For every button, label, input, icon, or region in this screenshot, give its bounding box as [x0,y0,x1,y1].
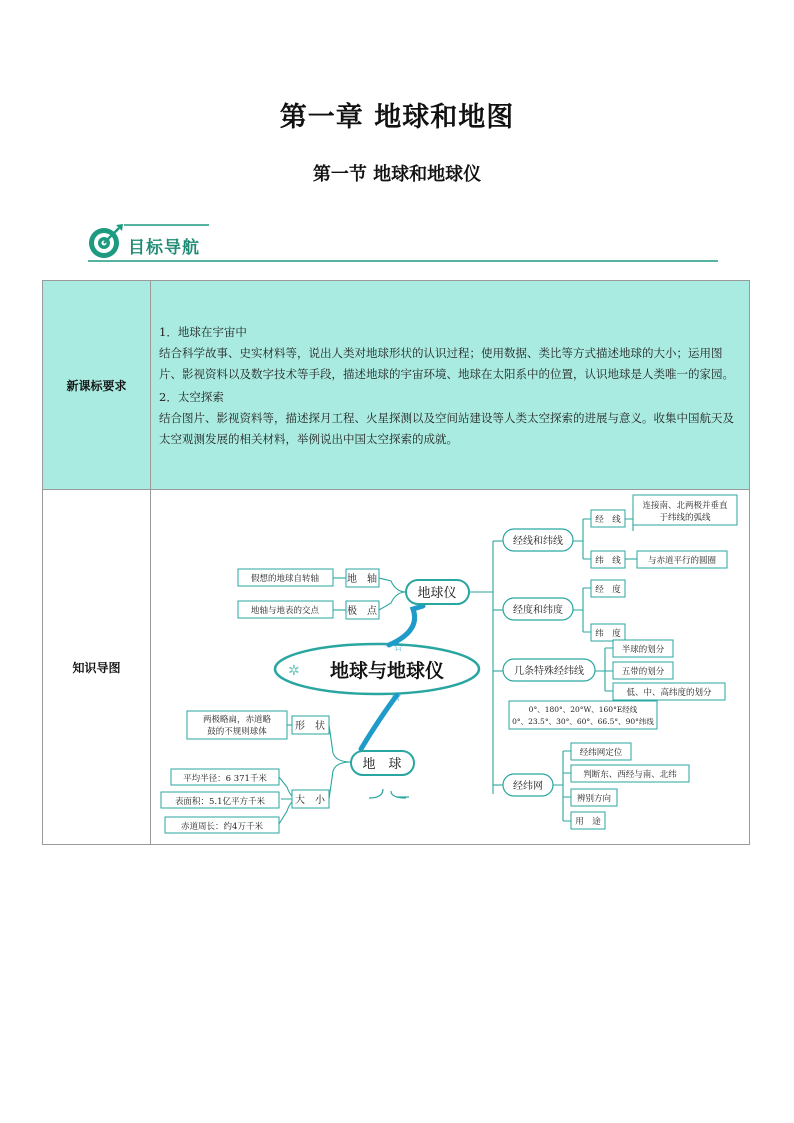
meridian-desc-1: 连接南、北两极并垂直 [642,501,728,511]
special-lines-2: 0°、23.5°、30°、60°、66.5°、90°纬线 [512,717,654,726]
parallel-label: 纬 线 [595,556,621,566]
zones-label: 五带的划分 [621,667,665,677]
special-lines-1: 0°、180°、20°W、160°E经线 [528,705,638,714]
item1-heading: 1．地球在宇宙中 [159,325,247,339]
knowledge-mind-map [151,491,749,843]
use-label: 用 途 [575,817,601,827]
judge-label: 判断东、西经与南、北纬 [583,770,677,780]
longitude-label: 经 度 [595,585,621,595]
lat-levels-label: 低、中、高纬度的划分 [626,688,712,698]
item2-heading: 2．太空探索 [159,390,224,404]
center-label: 地球与地球仪 [329,660,445,682]
size-label: 大 小 [295,795,325,806]
meridian-label: 经 线 [595,515,621,525]
shape-label: 形 状 [295,721,325,732]
pole-label: 极 点 [347,606,377,617]
requirements-table [42,280,750,845]
curriculum-content [151,281,750,490]
item1-text: 结合科学故事、史实材料等，说出人类对地球形状的认识过程；使用数据、类比等方式描述地球的大小；运用图片、影视资料以及数字技术等手段，描述地球的宇宙环境、地球在太阳系中的位置，认识地球是人类唯一的家园。 [159,346,734,381]
sparkle-icon: ✲ [288,663,300,679]
knowledge-map-row [43,490,750,845]
knowledge-map-cell [151,490,750,845]
meridian-desc-2: 于纬线的弧线 [659,513,711,523]
latitude-label: 纬 度 [595,629,621,639]
shape-desc-1: 两极略扁，赤道略 [202,715,272,725]
section-title: 第一节 地球和地球仪 [312,164,482,185]
parallel-desc: 与赤道平行的圆圈 [647,556,717,566]
area-label: 表面积：5.1亿平方千米 [174,797,266,807]
knowledge-map-label: 知识导图 [43,490,151,845]
axis-label: 地 轴 [347,574,377,585]
target-icon [89,224,123,258]
earth-label: 地 球 [362,757,402,772]
banner-label: 目标导航 [128,238,200,258]
lonlat-label: 经度和纬度 [513,605,563,616]
curriculum-row [43,281,750,490]
pole-desc: 地轴与地表的交点 [250,606,320,616]
item2-text: 结合图片、影视资料等，描述探月工程、火星探测以及空间站建设等人类太空探索的进展与意义。收集中国航天及太空观测发展的相关材料，举例说出中国太空探索的成就。 [159,411,734,446]
grid-net-label: 经纬网 [513,781,543,792]
shape-desc-2: 鼓的不规则球体 [207,727,267,737]
locate-label: 经纬网定位 [579,748,623,758]
equator-label: 赤道周长：约4万千米 [181,822,263,832]
star-icon: ☆ [393,640,404,654]
direction-label: 辨别方向 [576,794,612,804]
grid-lines-label: 经线和纬线 [513,536,563,547]
special-label: 几条特殊经纬线 [514,666,584,677]
chapter-title: 第一章 地球和地图 [279,102,515,133]
curriculum-label: 新课标要求 [43,281,151,490]
globe-label: 地球仪 [417,586,457,601]
axis-desc: 假想的地球自转轴 [250,574,320,584]
star-icon: ☆ [391,690,402,704]
radius-label: 平均半径：6 371千米 [183,774,267,784]
hemisphere-label: 半球的划分 [621,645,665,655]
